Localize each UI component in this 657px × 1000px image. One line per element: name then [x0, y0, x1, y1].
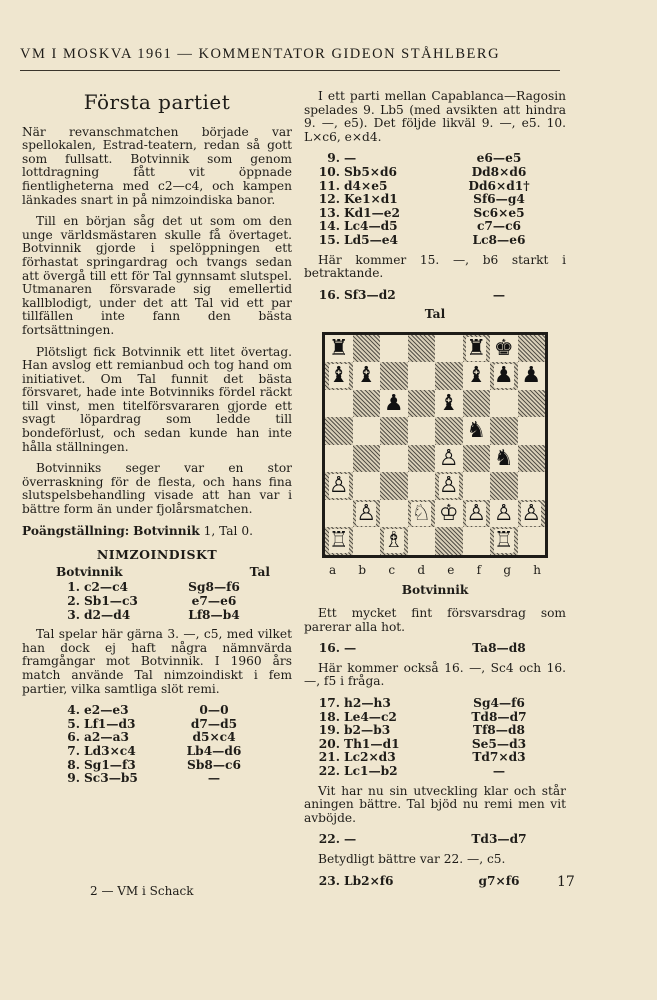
board-square	[435, 390, 463, 418]
move-number: 7.	[67, 743, 80, 758]
chess-piece: ♙	[466, 500, 487, 526]
move-row	[304, 207, 544, 221]
black-side-label: Tal	[424, 307, 446, 322]
board-square	[518, 390, 546, 418]
right-column	[304, 90, 566, 894]
board-square	[463, 445, 491, 473]
board-square	[353, 417, 381, 445]
file-label: b	[358, 562, 367, 577]
board-square	[518, 362, 546, 390]
move-number: 2.	[67, 594, 80, 608]
file-label: d	[417, 562, 426, 577]
file-label: a	[329, 562, 337, 577]
board-square	[490, 527, 518, 555]
black-move: Td7×d3	[472, 750, 526, 765]
white-move: a2—a3	[84, 730, 129, 745]
black-player: Tal	[249, 564, 270, 579]
board-square	[490, 390, 518, 418]
board-square	[435, 445, 463, 473]
opening-heading: NIMZOINDISKT	[96, 547, 218, 563]
score-name: Botvinnik	[133, 523, 200, 538]
paragraph-7: Här kommer 15. —, b6 starkt i betraktande.	[304, 252, 566, 281]
black-move: 0—0	[199, 703, 229, 718]
board-square	[463, 362, 491, 390]
chess-piece: ♙	[521, 500, 542, 526]
white-move: Lc2×d3	[344, 750, 396, 765]
board-square	[325, 445, 353, 473]
white-move: Sf3—d2	[344, 287, 396, 302]
footer-signature: 2 — VM i Schack	[90, 884, 194, 898]
black-move: —	[492, 287, 506, 302]
board-square	[463, 335, 491, 363]
move-number: 12.	[318, 192, 340, 207]
black-move: Sg8—f6	[188, 580, 240, 595]
board-square	[490, 445, 518, 473]
black-move: Ta8—d8	[472, 641, 526, 656]
move-number: 21.	[318, 750, 340, 765]
chess-piece: ♔	[438, 500, 459, 526]
score-label: Poängställning:	[22, 523, 130, 538]
black-move: Lc8—e6	[472, 232, 526, 247]
move-number: 9.	[67, 771, 80, 786]
board-square	[408, 362, 436, 390]
board-square	[380, 335, 408, 363]
board-square	[380, 390, 408, 418]
board-square	[490, 472, 518, 500]
black-move: g7×f6	[478, 873, 520, 888]
chess-piece: ♙	[328, 473, 349, 499]
board-square	[490, 500, 518, 528]
board-square	[490, 417, 518, 445]
white-move: d2—d4	[84, 607, 131, 622]
board-square	[408, 445, 436, 473]
white-move: Lb2×f6	[344, 873, 394, 888]
move-table	[304, 152, 544, 247]
chess-piece: ♖	[328, 528, 349, 554]
board-square	[490, 335, 518, 363]
chess-piece: ♞	[493, 445, 514, 471]
move-row	[22, 718, 248, 732]
board-square	[353, 472, 381, 500]
file-label: f	[476, 562, 482, 577]
paragraph-1: När revanschmatchen började var spellokalen, Estrad-teatern, redan så gott som fullsatt. Botvinnik som genom lottdragning fått vit öppnade fientligheterna med c2—c4, och kampen länkades snart in på nimzoindiska banor.	[22, 124, 292, 207]
paragraph-3: Plötsligt fick Botvinnik ett litet övertag. Han avslog ett remianbud och tog hand om initiativet. Om Tal funnit det bästa försvaret, hade inte Botvinniks fördel räckt till vinst, men titelförsvararen gjorde ett svagt löpardrag som ledde till bondeförlust, och sedan kunde han inte hålla ställningen.	[22, 344, 292, 454]
move-table	[304, 833, 544, 847]
black-move: Dd8×d6	[471, 164, 527, 179]
paragraph-4: Botvinniks seger var en stor överraskning för de flesta, och hans fina slutspelsbehandling visade att han var i bättre form än under fjolårsmatchen.	[22, 461, 292, 517]
chess-piece: ♙	[438, 473, 459, 499]
move-number: 23.	[318, 873, 340, 888]
board-square	[518, 445, 546, 473]
board-square	[408, 417, 436, 445]
black-move: —	[207, 771, 221, 786]
file-label: g	[503, 562, 512, 577]
board-square	[325, 472, 353, 500]
chess-piece: ♙	[356, 500, 377, 526]
black-move: Sf6—g4	[473, 192, 525, 207]
black-move: Sc6×e5	[473, 205, 525, 220]
running-header: VM I MOSKVA 1961 — KOMMENTATOR GIDEON STÅHLBERG	[20, 46, 501, 62]
move-number: 16.	[318, 287, 340, 302]
move-number: 14.	[318, 219, 340, 234]
white-player: Botvinnik	[56, 564, 123, 579]
move-number: 13.	[318, 205, 340, 220]
board-square	[463, 417, 491, 445]
board-square	[518, 500, 546, 528]
black-move: Lb4—d6	[186, 743, 242, 758]
move-row	[22, 704, 248, 718]
chess-piece: ♟	[493, 363, 514, 389]
white-move: Kd1—e2	[344, 205, 401, 220]
white-move: d4×e5	[344, 178, 388, 193]
board-square	[435, 417, 463, 445]
move-row	[304, 220, 544, 234]
white-move: Th1—d1	[344, 736, 400, 751]
board-square	[518, 472, 546, 500]
file-label: h	[533, 562, 541, 577]
white-move: Lc1—b2	[344, 764, 398, 779]
header-rule	[20, 70, 560, 71]
white-move: —	[344, 151, 357, 166]
black-move: e7—e6	[191, 594, 237, 608]
move-number: 1.	[67, 580, 80, 595]
move-row	[304, 642, 544, 656]
score-rest: 1, Tal 0.	[203, 523, 253, 538]
move-row	[304, 724, 544, 738]
move-number: 5.	[67, 716, 80, 731]
chess-piece: ♟	[383, 390, 404, 416]
chess-diagram	[320, 332, 550, 578]
chess-piece: ♜	[328, 335, 349, 361]
black-move: d7—d5	[190, 716, 238, 731]
move-row	[22, 745, 248, 759]
move-row	[304, 697, 544, 711]
move-row	[304, 193, 544, 207]
chess-piece: ♝	[356, 363, 377, 389]
chess-piece: ♚	[493, 335, 514, 361]
players-row	[22, 566, 292, 580]
board-square	[325, 390, 353, 418]
white-side-label: Botvinnik	[401, 582, 469, 597]
paragraph-2: Till en början såg det ut som om den unge världsmästaren skulle få övertaget. Botvinnik gjorde i spelöppningen ett förhastat springardrag och tvangs sedan att övergå till ett för Tal gynnsamt slutspel. Utmanaren försvarade sig emellertid kallblodigt, under det att Tal vid ett par tillfällen inte fann den bästa fortsättningen.	[22, 214, 292, 337]
board-square	[325, 527, 353, 555]
move-number: 4.	[67, 703, 80, 718]
chess-piece: ♝	[466, 363, 487, 389]
move-row	[304, 751, 544, 765]
paragraph-5: Tal spelar här gärna 3. —, c5, med vilket han dock ej haft några nämnvärda framgångar mot Botvinnik. I 1960 års match använde Tal nimzoindiskt i fem partier, vilka samtliga slöt remi.	[22, 627, 292, 696]
black-move: Td8—d7	[471, 709, 527, 724]
move-number: 8.	[67, 757, 80, 772]
board-square	[380, 472, 408, 500]
white-move: e2—e3	[84, 703, 129, 718]
board-square	[325, 362, 353, 390]
white-move: Ke1×d1	[344, 192, 398, 207]
chess-piece: ♗	[383, 528, 404, 554]
board-square	[380, 500, 408, 528]
black-move: Tf8—d8	[473, 723, 525, 738]
black-move: Se5—d3	[471, 736, 527, 751]
page-number: 17	[557, 874, 575, 890]
chapter-title: Första partiet	[83, 90, 231, 114]
board-square	[435, 362, 463, 390]
move-number: 11.	[318, 178, 340, 193]
move-number: 6.	[67, 730, 80, 745]
board-square	[463, 500, 491, 528]
white-move: Lc4—d5	[344, 219, 398, 234]
score-line	[22, 525, 292, 539]
white-move: Sc3—b5	[84, 771, 138, 786]
board-square	[463, 390, 491, 418]
move-row	[22, 581, 248, 595]
white-move: Sg1—f3	[84, 757, 136, 772]
move-row	[304, 711, 544, 725]
move-row	[304, 234, 544, 248]
board-square	[353, 335, 381, 363]
board-square	[408, 472, 436, 500]
chess-piece: ♙	[493, 500, 514, 526]
chess-board	[322, 332, 548, 558]
move-row	[22, 759, 248, 773]
board-square	[408, 335, 436, 363]
chess-piece: ♙	[438, 445, 459, 471]
white-move: Sb5×d6	[344, 164, 398, 179]
paragraph-10: Vit har nu sin utveckling klar och står aningen bättre. Tal bjöd nu remi men vit avböjde.	[304, 783, 566, 825]
move-table	[22, 704, 248, 786]
file-label: c	[388, 562, 396, 577]
chess-piece: ♟	[521, 363, 542, 389]
move-row	[22, 595, 248, 609]
black-move: d5×c4	[192, 730, 236, 745]
paragraph-8: Ett mycket fint försvarsdrag som parerar alla hot.	[304, 606, 566, 634]
black-move: Lf8—b4	[188, 607, 240, 622]
board-square	[380, 527, 408, 555]
move-number: 22.	[318, 764, 340, 779]
file-label: e	[447, 562, 455, 577]
move-number: 10.	[318, 164, 340, 179]
move-row	[304, 166, 544, 180]
file-labels	[325, 564, 545, 578]
board-square	[435, 335, 463, 363]
move-row	[22, 772, 248, 786]
board-square	[353, 500, 381, 528]
move-table	[304, 289, 544, 303]
move-row	[304, 875, 544, 889]
move-number: 16.	[318, 641, 340, 656]
board-square	[408, 500, 436, 528]
chess-piece: ♞	[466, 418, 487, 444]
white-move: —	[344, 832, 357, 847]
board-square	[463, 527, 491, 555]
black-move: e6—e5	[476, 151, 522, 166]
paragraph-6: I ett parti mellan Capablanca—Ragosin spelades 9. Lb5 (med avsikten att hindra 9. —, e5). Det följde likväl 9. —, e5. 10. L×c6, e×d4.	[304, 89, 566, 144]
board-square	[380, 445, 408, 473]
move-table	[22, 581, 248, 622]
chess-piece: ♝	[438, 390, 459, 416]
white-move: Ld3×c4	[84, 743, 136, 758]
move-number: 15.	[318, 232, 340, 247]
board-square	[380, 362, 408, 390]
board-square	[435, 472, 463, 500]
board-square	[325, 500, 353, 528]
black-move: Sg4—f6	[473, 696, 525, 711]
move-row	[22, 731, 248, 745]
white-move: Ld5—e4	[344, 232, 398, 247]
white-move: b2—b3	[344, 723, 391, 738]
board-square	[353, 390, 381, 418]
chess-piece: ♝	[328, 363, 349, 389]
white-move: Le4—c2	[344, 709, 397, 724]
board-square	[353, 527, 381, 555]
move-number: 22.	[318, 832, 340, 847]
left-column	[22, 90, 292, 792]
move-number: 18.	[318, 709, 340, 724]
board-square	[380, 417, 408, 445]
board-square	[408, 527, 436, 555]
move-row	[304, 180, 544, 194]
chess-piece: ♘	[411, 500, 432, 526]
black-move: Sb8—c6	[187, 757, 241, 772]
white-move: h2—h3	[344, 696, 391, 711]
board-square	[435, 500, 463, 528]
board-square	[408, 390, 436, 418]
board-square	[518, 417, 546, 445]
white-move: —	[344, 641, 357, 656]
move-table	[304, 875, 544, 889]
chess-piece: ♜	[466, 335, 487, 361]
move-number: 19.	[318, 723, 340, 738]
move-row	[304, 152, 544, 166]
board-square	[463, 472, 491, 500]
move-row	[22, 609, 248, 623]
move-number: 9.	[327, 151, 340, 166]
board-square	[353, 445, 381, 473]
chess-piece: ♖	[493, 528, 514, 554]
white-move: c2—c4	[84, 580, 128, 595]
board-square	[353, 362, 381, 390]
paragraph-11: Betydligt bättre var 22. —, c5.	[318, 852, 506, 866]
move-row	[304, 765, 544, 779]
paragraph-9: Här kommer också 16. —, Sc4 och 16. —, f5 i fråga.	[304, 660, 566, 689]
move-number: 17.	[318, 696, 340, 711]
board-square	[518, 527, 546, 555]
move-row	[304, 289, 544, 303]
move-table	[304, 642, 544, 656]
move-row	[304, 833, 544, 847]
move-number: 3.	[67, 607, 80, 622]
white-move: Lf1—d3	[84, 716, 136, 731]
move-row	[304, 738, 544, 752]
board-square	[435, 527, 463, 555]
move-number: 20.	[318, 736, 340, 751]
black-move: c7—c6	[477, 219, 521, 234]
board-square	[490, 362, 518, 390]
black-move: Dd6×d1†	[468, 178, 530, 193]
board-square	[325, 335, 353, 363]
black-move: —	[492, 764, 506, 779]
board-square	[518, 335, 546, 363]
black-move: Td3—d7	[471, 832, 527, 847]
white-move: Sb1—c3	[84, 594, 138, 608]
board-square	[325, 417, 353, 445]
move-table	[304, 697, 544, 779]
